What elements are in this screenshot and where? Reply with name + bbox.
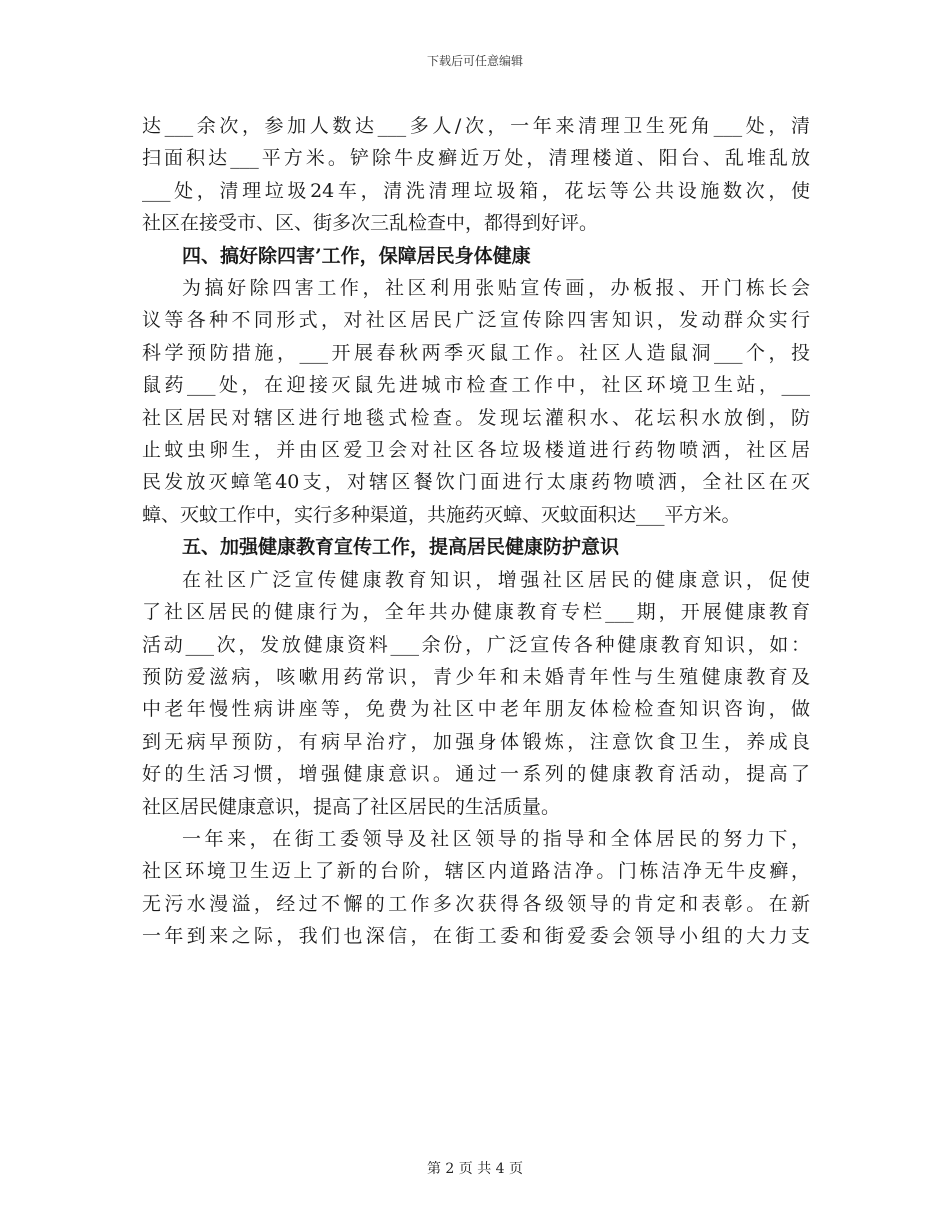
body-line: 鼠药___处，在迎接灭鼠先进城市检查工作中，社区环境卫生站，___ xyxy=(142,374,810,397)
body-line: 一年来，在街工委领导及社区领导的指导和全体居民的努力下， xyxy=(182,827,810,850)
body-line: 到无病早预防，有病早治疗，加强身体锻炼，注意饮食卫生，养成良 xyxy=(142,730,810,753)
body-line: 社区居民对辖区进行地毯式检查。发现坛灌积水、花坛积水放倒，防 xyxy=(142,406,810,429)
body-line: 一年到来之际，我们也深信，在街工委和街爱委会领导小组的大力支 xyxy=(142,925,810,948)
body-line: 为搞好除四害工作，社区利用张贴宣传画，办板报、开门栋长会 xyxy=(182,277,810,300)
body-line: 议等各种不同形式，对社区居民广泛宣传除四害知识，发动群众实行 xyxy=(142,309,810,332)
body-line: 无污水漫溢，经过不懈的工作多次获得各级领导的肯定和表彰。在新 xyxy=(142,892,810,915)
body-line: 达___余次，参加人数达___多人/次，一年来清理卫生死角___处，清 xyxy=(142,115,810,137)
page-indicator: 第 2 页 共 4 页 xyxy=(426,1161,524,1177)
body-line: 民发放灭蟑笔40支，对辖区餐饮门面进行太康药物喷洒，全社区在灭 xyxy=(142,471,810,494)
body-line: 了社区居民的健康行为，全年共办健康教育专栏___期，开展健康教育 xyxy=(142,601,810,624)
body-line: 中老年慢性病讲座等，免费为社区中老年朋友体检检查知识咨询，做 xyxy=(142,698,810,721)
body-line: 活动___次，发放健康资料___余份，广泛宣传各种健康教育知识，如： xyxy=(142,633,810,656)
body-line: 社区在接受市、区、街多次三乱检查中，都得到好评。 xyxy=(142,212,599,235)
header-note: 下载后可任意编辑 xyxy=(426,54,523,68)
body-line: 社区居民健康意识，提高了社区居民的生活质量。 xyxy=(142,795,561,818)
body-line: 好的生活习惯，增强健康意识。通过一系列的健康教育活动，提高了 xyxy=(142,763,810,786)
body-line: 社区环境卫生迈上了新的台阶，辖区内道路洁净。门栋洁净无牛皮癣， xyxy=(142,860,810,883)
body-line: 扫面积达___平方米。铲除牛皮癣近万处，清理楼道、阳台、乱堆乱放 xyxy=(142,147,810,170)
body-line: ___处，清理垃圾24车，清洗清理垃圾箱，花坛等公共设施数次，使 xyxy=(142,179,810,202)
body-line: 蟑、灭蚊工作中，实行多种渠道，共施药灭蟑、灭蚊面积达___平方米。 xyxy=(142,503,741,526)
document-body xyxy=(142,110,810,953)
section-heading-4: 四、搞好除四害’工作，保障居民身体健康 xyxy=(182,244,531,267)
section-heading-5: 五、加强健康教育宣传工作，提高居民健康防护意识 xyxy=(182,536,620,559)
body-line: 预防爱滋病，咳嗽用药常识，青少年和未婚青年性与生殖健康教育及 xyxy=(142,665,810,688)
body-line: 在社区广泛宣传健康教育知识，增强社区居民的健康意识，促使 xyxy=(182,568,810,591)
body-line: 科学预防措施，___开展春秋两季灭鼠工作。社区人造鼠洞___个，投 xyxy=(142,341,810,364)
body-line: 止蚊虫卵生，并由区爱卫会对社区各垃圾楼道进行药物喷洒，社区居 xyxy=(142,439,810,462)
